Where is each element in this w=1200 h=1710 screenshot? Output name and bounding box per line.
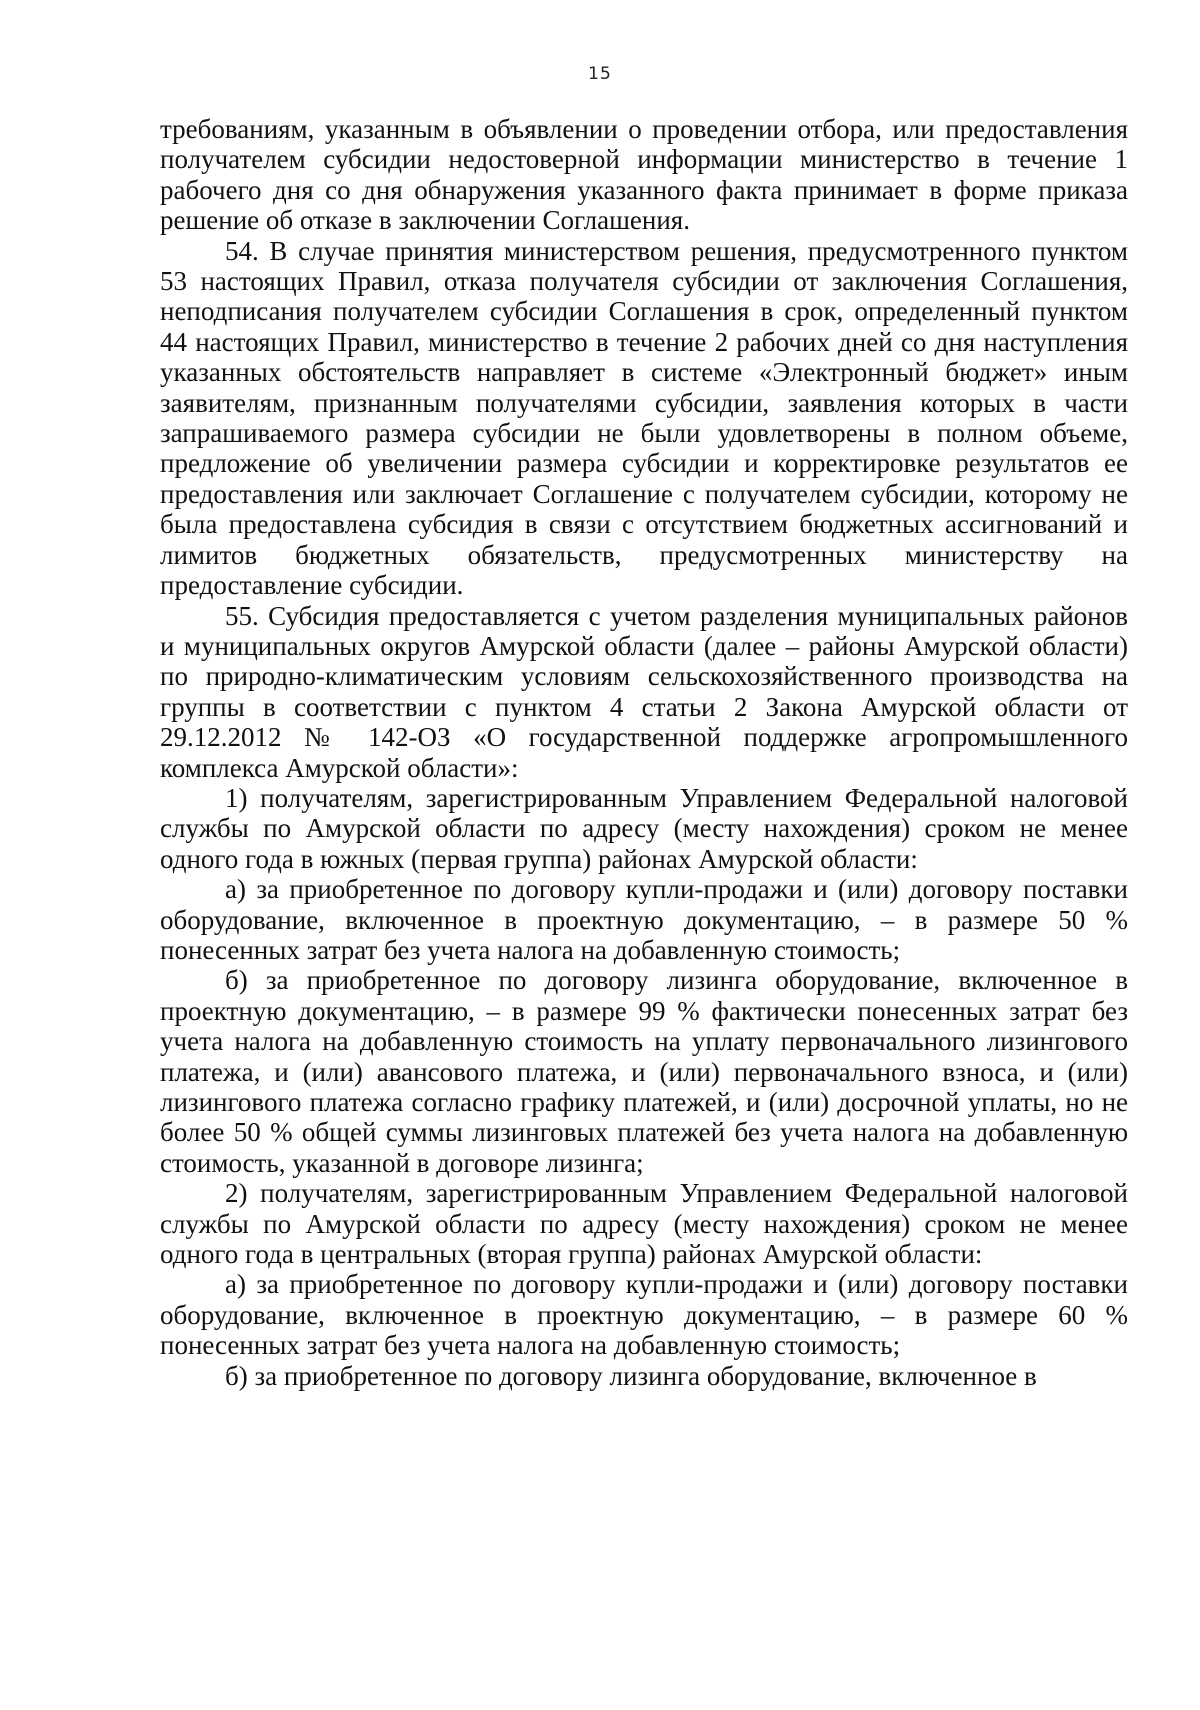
- paragraph-subitem-1b: б) за приобретенное по договору лизинга оборудование, включенное в проектную документацию, – в размере 99 % фактически понесенных затрат без учета налога на добавленную стоимость на уплату первоначального лизингового платежа, и (или) авансового платежа, и (или) первоначального взноса, и (или) лизингового платежа согласно графику платежей, и (или) досрочной уплаты, но не более 50 % общей суммы лизинговых платежей без учета налога на добавленную стоимость, указанной в договоре лизинга;: [160, 965, 1128, 1178]
- page-number: 15: [588, 64, 612, 84]
- paragraph-subitem-2b: б) за приобретенное по договору лизинга оборудование, включенное в: [225, 1360, 1037, 1391]
- paragraph-subitem-1a: а) за приобретенное по договору купли-продажи и (или) договору поставки оборудование, включенное в проектную документацию, – в размере 50 % понесенных затрат без учета налога на добавленную стоимость;: [160, 874, 1128, 965]
- paragraph-continuation: требованиям, указанным в объявлении о проведении отбора, или предоставления получателем субсидии недостоверной информации министерство в течение 1 рабочего дня со дня обнаружения указанного факта принимает в форме приказа решение об отказе в заключении Соглашения.: [160, 114, 1128, 236]
- paragraph-subitem-1: 1) получателям, зарегистрированным Управлением Федеральной налоговой службы по Амурской области по адресу (месту нахождения) сроком не менее одного года в южных (первая группа) районах Амурской области:: [160, 782, 1128, 874]
- paragraph-subitem-2: 2) получателям, зарегистрированным Управлением Федеральной налоговой службы по Амурской области по адресу (месту нахождения) сроком не менее одного года в центральных (вторая группа) районах Амурской области:: [160, 1178, 1128, 1270]
- paragraph-subitem-2a: а) за приобретенное по договору купли-продажи и (или) договору поставки оборудование, включенное в проектную документацию, – в размере 60 % понесенных затрат без учета налога на добавленную стоимость;: [160, 1269, 1128, 1361]
- document-body: [160, 114, 1128, 1391]
- paragraph-item-55: 55. Субсидия предоставляется с учетом разделения муниципальных районов и муниципальных округов Амурской области (далее – районы Амурской области) по природно-климатическим условиям сельскохозяйственного производства на группы в соответствии с пунктом 4 статьи 2 Закона Амурской области от 29.12.2012 № 142-ОЗ «О государственной поддержке агропромышленного комплекса Амурской области»:: [160, 600, 1128, 783]
- paragraph-item-54: 54. В случае принятия министерством решения, предусмотренного пунктом 53 настоящих Правил, отказа получателя субсидии от заключения Соглашения, неподписания получателем субсидии Соглашения в срок, определенный пунктом 44 настоящих Правил, министерство в течение 2 рабочих дней со дня наступления указанных обстоятельств направляет в системе «Электронный бюджет» иным заявителям, признанным получателями субсидии, заявления которых в части запрашиваемого размера субсидии не были удовлетворены в полном объеме, предложение об увеличении размера субсидии и корректировке результатов ее предоставления или заключает Соглашение с получателем субсидии, которому не была предоставлена субсидия в связи с отсутствием бюджетных ассигнований и лимитов бюджетных обязательств, предусмотренных министерству на предоставление субсидии.: [160, 235, 1128, 601]
